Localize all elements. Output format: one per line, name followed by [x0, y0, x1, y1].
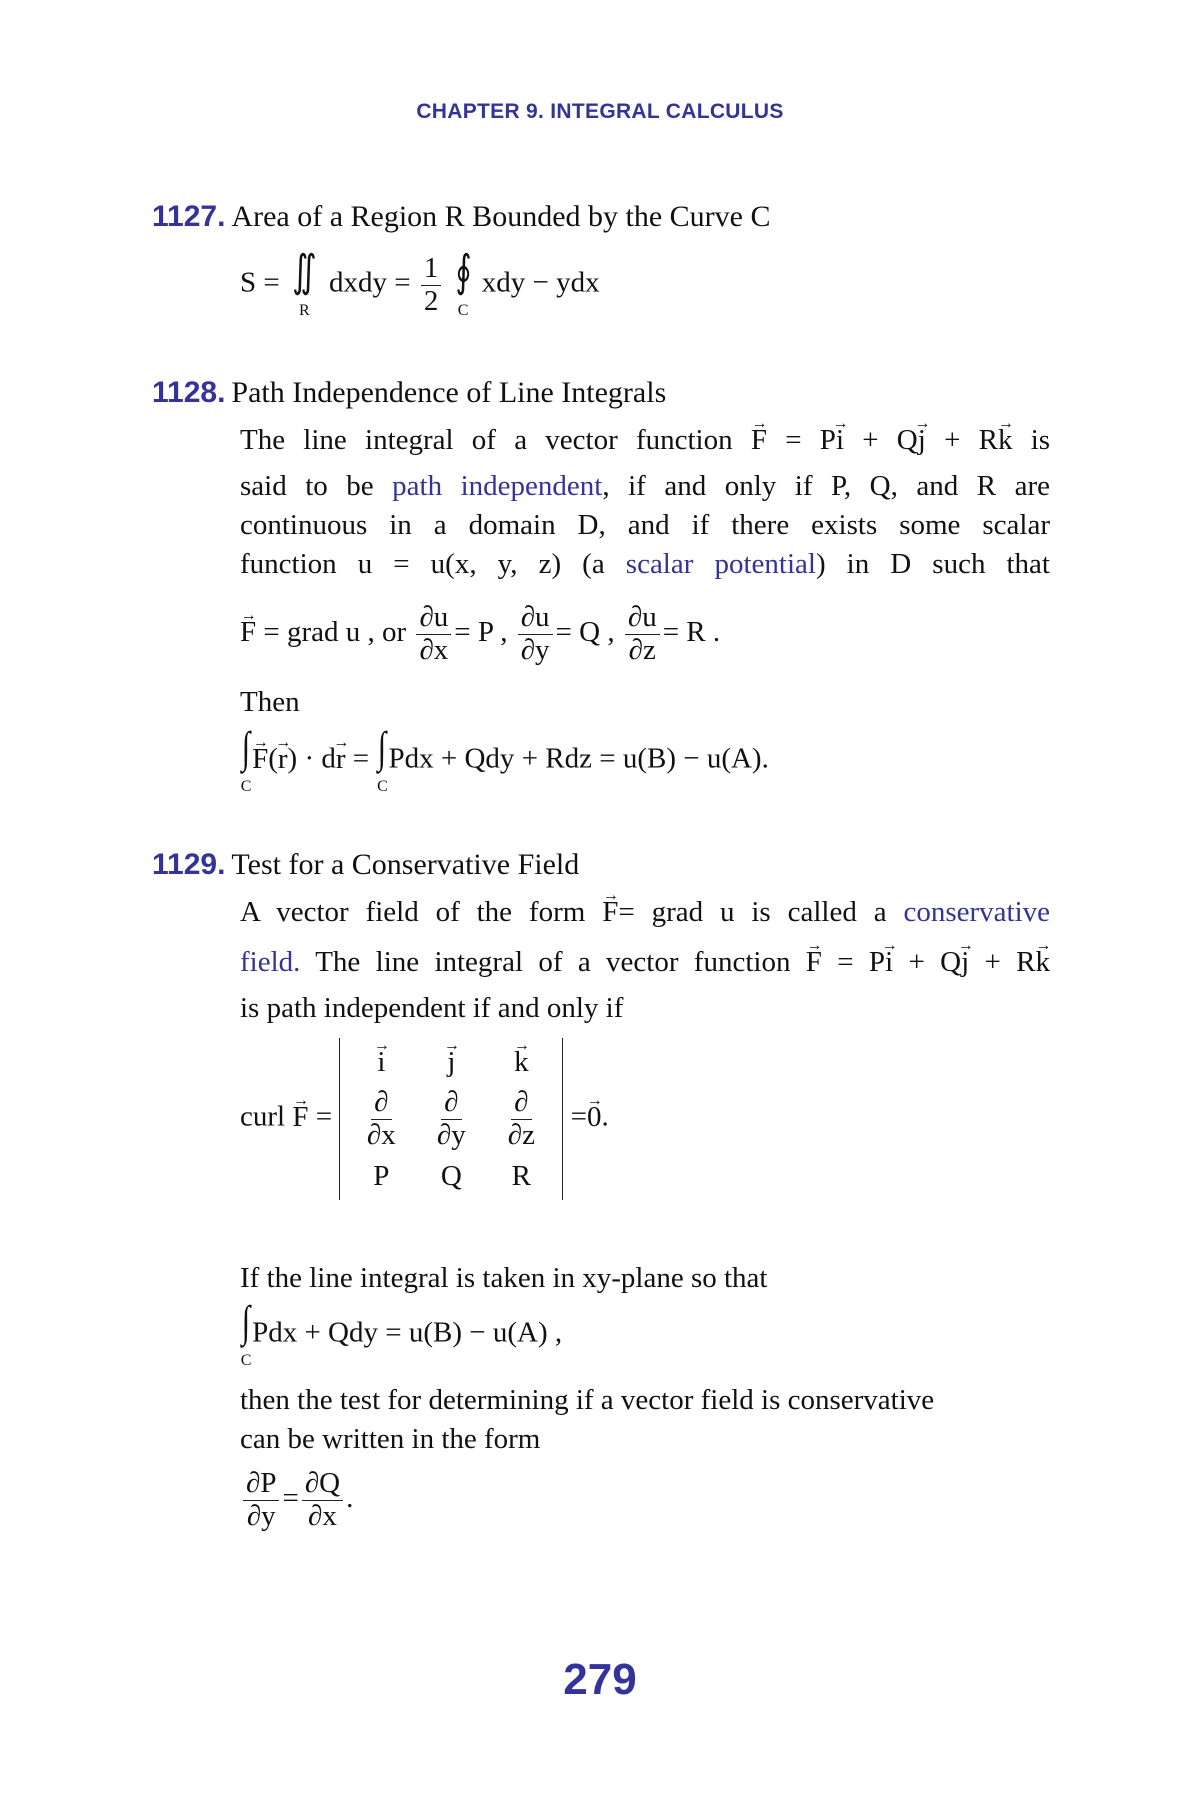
then-label: Then [240, 686, 300, 718]
section-title: Test for a Conservative Field [231, 848, 580, 881]
vector-i: → i [836, 424, 844, 457]
text: + R [984, 946, 1036, 978]
text: = P [837, 946, 886, 978]
vector-F: → F [806, 946, 822, 979]
paragraph-line [240, 424, 1050, 457]
fraction [364, 1087, 399, 1152]
text: = R . [662, 616, 721, 649]
integral-sign: ∫ [241, 1297, 251, 1346]
integral [240, 1297, 252, 1370]
component-P: P [373, 1159, 390, 1192]
text: , if and only if P, Q, and R are [602, 470, 1050, 502]
vector-r: → r [278, 743, 288, 776]
paragraph-line: then the test for determining if a vector field is conservative [240, 1384, 935, 1416]
text: The line integral of a vector function [240, 424, 733, 456]
text: + R [944, 424, 998, 456]
gradient-formula [240, 602, 720, 667]
section-number: 1127. [152, 200, 226, 233]
denominator: ∂z [628, 633, 656, 666]
fraction [416, 602, 451, 667]
text: said to be [240, 470, 374, 502]
denominator: ∂y [436, 1118, 466, 1151]
text: ) in D such that [815, 548, 1050, 580]
integral-sign: ∮ [455, 247, 472, 296]
vector-i: → i [885, 946, 893, 979]
text: = [352, 742, 370, 775]
vector-k: → k [1036, 946, 1051, 979]
denominator: ∂x [419, 633, 449, 666]
fraction [302, 1468, 343, 1533]
text: . [346, 1482, 354, 1515]
determinant-column [416, 1042, 486, 1196]
numerator: 1 [421, 253, 442, 286]
zero-vector: → 0 [587, 1101, 602, 1134]
term-conservative-field[interactable]: conservative [903, 896, 1051, 928]
formula-part: dxdy = [328, 266, 411, 299]
vector-F: → F [252, 743, 268, 776]
numerator: ∂ [511, 1087, 531, 1120]
numerator: ∂u [518, 602, 553, 635]
text: ( [268, 742, 278, 775]
formula-part: S = [240, 266, 280, 299]
vector-k: → k [998, 424, 1013, 457]
integral-sign: ∫ [241, 723, 251, 772]
integral-sign: ∬ [292, 247, 317, 296]
text: curl [240, 1100, 286, 1133]
paragraph-line: continuous in a domain D, and if there exists some scalar [240, 509, 1050, 541]
fraction [421, 253, 442, 318]
section-title: Area of a Region R Bounded by the Curve C [231, 200, 771, 233]
fraction [505, 1087, 538, 1152]
denominator: ∂x [308, 1499, 337, 1532]
vector-j: → j [918, 424, 926, 457]
numerator: ∂ [441, 1087, 461, 1120]
section-1128-heading [152, 376, 666, 410]
integral-subscript: R [299, 302, 310, 319]
paragraph-line: is path independent if and only if [240, 992, 624, 1024]
denominator: ∂z [507, 1118, 535, 1151]
term-scalar-potential[interactable]: scalar potential [625, 548, 816, 580]
numerator: ∂u [625, 602, 660, 635]
text: = grad u is called a [618, 896, 887, 928]
paragraph-line [240, 896, 1050, 929]
determinant-column [486, 1042, 556, 1196]
text: = [282, 1482, 299, 1515]
numerator: ∂ [371, 1087, 391, 1120]
page-number: 279 [563, 1655, 637, 1704]
component-Q: Q [440, 1159, 462, 1192]
curl-formula [240, 1038, 609, 1200]
text: = [570, 1100, 587, 1133]
section-number: 1129. [152, 848, 226, 881]
paragraph-line: can be written in the form [240, 1423, 541, 1455]
denominator: ∂y [246, 1499, 276, 1532]
text: + Q [862, 424, 918, 456]
text: = P , [454, 616, 508, 649]
text: The line integral of a vector function [315, 946, 791, 978]
formula-part: xdy − ydx [481, 266, 600, 299]
term-path-independent[interactable]: path independent [392, 470, 603, 502]
double-integral [287, 247, 322, 320]
vector-r: → r [336, 743, 346, 776]
determinant-column [346, 1042, 416, 1196]
paragraph-line [240, 946, 1050, 979]
fraction [625, 602, 660, 667]
vector-F: → F [751, 424, 767, 457]
vector-F: → F [292, 1101, 308, 1134]
paragraph-line [240, 548, 1050, 581]
text: ) · d [287, 742, 336, 775]
text: = [315, 1100, 333, 1133]
text: + Q [908, 946, 962, 978]
text: = Q , [555, 616, 615, 649]
section-title: Path Independence of Line Integrals [231, 376, 667, 409]
integral [376, 723, 388, 796]
integral-subscript: C [240, 778, 252, 795]
numerator: ∂u [416, 602, 451, 635]
text: A vector field of the form [240, 896, 586, 928]
contour-integral [452, 247, 475, 320]
denominator: ∂y [520, 633, 550, 666]
integral-subscript: C [240, 1352, 252, 1369]
vector-F: → F [602, 896, 618, 929]
denominator: 2 [423, 284, 439, 317]
fraction [518, 602, 553, 667]
term-field[interactable]: field. [240, 946, 301, 978]
area-formula [240, 247, 600, 320]
vector-k: → k [514, 1046, 529, 1079]
numerator: ∂P [243, 1468, 279, 1501]
paragraph-line [240, 470, 1050, 503]
vector-F: → F [240, 616, 256, 649]
text: = grad u , or [263, 616, 407, 649]
section-number: 1128. [152, 376, 226, 409]
conservative-test-formula [240, 1468, 353, 1533]
fraction [434, 1087, 469, 1152]
denominator: ∂x [366, 1118, 396, 1151]
running-header: CHAPTER 9. INTEGRAL CALCULUS [416, 100, 784, 123]
text: Pdx + Qdy = u(B) − u(A) , [252, 1316, 563, 1349]
curl-determinant [339, 1038, 563, 1200]
planar-integral-formula [240, 1297, 563, 1370]
numerator: ∂Q [302, 1468, 343, 1501]
paragraph-line: If the line integral is taken in xy-plane so that [240, 1262, 768, 1294]
text: = P [785, 424, 836, 456]
fraction [243, 1468, 279, 1533]
vector-i: → i [377, 1046, 385, 1079]
line-integral-formula [240, 723, 769, 796]
section-1129-heading [152, 848, 579, 882]
integral [240, 723, 252, 796]
integral-subscript: C [457, 302, 469, 319]
integral-subscript: C [377, 778, 388, 795]
vector-j: → j [961, 946, 969, 979]
vector-j: → j [447, 1046, 455, 1079]
section-1127-heading [152, 200, 770, 234]
integral-sign: ∫ [378, 723, 387, 772]
text: . [601, 1100, 609, 1133]
text: Pdx + Qdy + Rdz = u(B) − u(A). [388, 742, 769, 775]
text: is [1030, 424, 1051, 456]
text: function u = u(x, y, z) (a [240, 548, 605, 580]
component-R: R [511, 1159, 532, 1192]
